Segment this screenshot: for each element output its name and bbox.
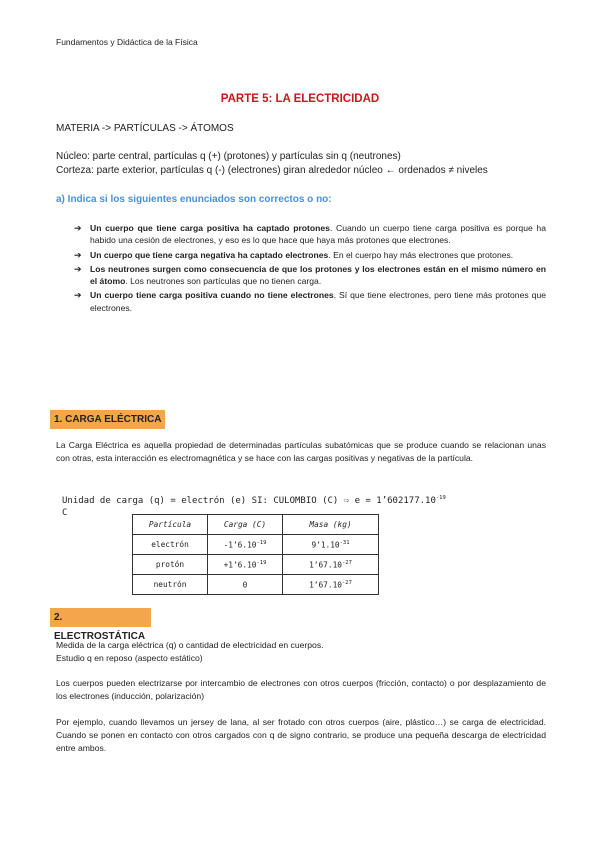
statement-bold: Un cuerpo tiene carga positiva cuando no tiene electrones — [90, 290, 334, 301]
running-header: Fundamentos y Didáctica de la Física — [56, 37, 198, 47]
particle-charge: 0 — [208, 575, 283, 595]
arrow-right-icon: ➔ — [74, 223, 82, 233]
table-header-row — [133, 515, 379, 535]
particle-charge: $+1’6.10^{-19}$ — [208, 555, 283, 575]
table-row — [133, 555, 379, 575]
particle-name: neutrón — [133, 575, 208, 595]
particle-name: electrón — [133, 535, 208, 555]
carga-paragraph: La Carga Eléctrica es aquella propiedad de determinadas partículas subatómicas que se produce cuando se relacionan unas con otras, esta interacción es electromagnética y se hace con las cargas positivas y negativas de la partícula. — [56, 440, 546, 463]
col-header-charge: Carga (C) — [208, 515, 283, 535]
particle-mass: $1’67.10^{-27}$ — [283, 555, 379, 575]
unit-c: C — [62, 508, 68, 518]
unit-exponent: -19 — [435, 495, 446, 501]
statement-bold: Los neutrones surgen como consecuencia de que los protones y los electrones están en el mismo número en el átomo — [90, 263, 546, 287]
section-heading-electrostatica: 2. ELECTROSTÁTICA — [50, 608, 151, 627]
unit-text: Unidad de carga (q) = electrón (e) SI: CULOMBIO (C) ⇨ e = 1’602177.10 — [62, 496, 436, 506]
electrostatica-paragraph-1: Los cuerpos pueden electrizarse por intercambio de electrones con otros cuerpos (fricción, contacto) o por desplazamiento de los electrones (inducción, polarización) — [56, 678, 546, 701]
particle-table — [132, 514, 379, 595]
intro-line-2: Núcleo: parte central, partículas q (+) (protones) y partículas sin q (neutrones) — [56, 151, 401, 162]
unit-definition — [62, 495, 446, 506]
exercise-question: a) Indica si los siguientes enunciados son correctos o no: — [56, 194, 332, 205]
intro-line-1: MATERIA -> PARTÍCULAS -> ÁTOMOS — [56, 123, 234, 134]
arrow-right-icon: ➔ — [74, 290, 82, 301]
particle-mass: $1’67.10^{-27}$ — [283, 575, 379, 595]
list-item — [74, 263, 546, 288]
intro-line-3: Corteza: parte exterior, partículas q (-) (electrones) giran alrededor núcleo ← ordenados ≠ niveles — [56, 165, 488, 176]
section-heading-carga: 1. CARGA ELÉCTRICA — [50, 410, 165, 429]
particle-name: protón — [133, 555, 208, 575]
table-row — [133, 535, 379, 555]
list-item — [74, 289, 546, 314]
statement-explanation: . Cuando un cuerpo tiene carga positiva es porque ha habido una cesión de electrones, y eso es lo que hace que haya más protones que electrones. — [90, 223, 546, 246]
statement-bold: Un cuerpo que tiene carga positiva ha captado protones — [90, 223, 330, 233]
statement-bold: Un cuerpo que tiene carga negativa ha captado electrones — [90, 249, 329, 260]
statement-explanation: . Sí que tiene electrones, pero tiene más protones que electrones. — [90, 290, 546, 313]
electrostatica-paragraph-2: Por ejemplo, cuando llevamos un jersey de lana, al ser frotado con otros cuerpos (aire, plástico…) se carga de electricidad. Cuando se ponen en contacto con otros cargados con q de signo contrario, se produce una pequeña descarga de electricidad entre ambos. — [56, 717, 546, 753]
list-item — [74, 222, 546, 247]
col-header-mass: Masa (kg) — [283, 515, 379, 535]
arrow-right-icon: ➔ — [74, 263, 82, 274]
statement-explanation: . Los neutrones son partículas que no tienen carga. — [125, 276, 322, 287]
electrostatica-line-1: Medida de la carga eléctrica (q) o cantidad de electricidad en cuerpos. — [56, 640, 324, 650]
list-item — [74, 249, 546, 261]
col-header-particle: Partícula — [133, 515, 208, 535]
statement-explanation: . En el cuerpo hay más electrones que protones. — [328, 249, 514, 260]
particle-charge: $-1’6.10^{-19}$ — [208, 535, 283, 555]
electrostatica-line-2: Estudio q en reposo (aspecto estático) — [56, 653, 203, 663]
table-row — [133, 575, 379, 595]
particle-mass: $9’1.10^{-31}$ — [283, 535, 379, 555]
page-title: PARTE 5: LA ELECTRICIDAD — [220, 93, 380, 105]
arrow-right-icon: ➔ — [74, 249, 82, 260]
statement-list — [74, 222, 546, 316]
